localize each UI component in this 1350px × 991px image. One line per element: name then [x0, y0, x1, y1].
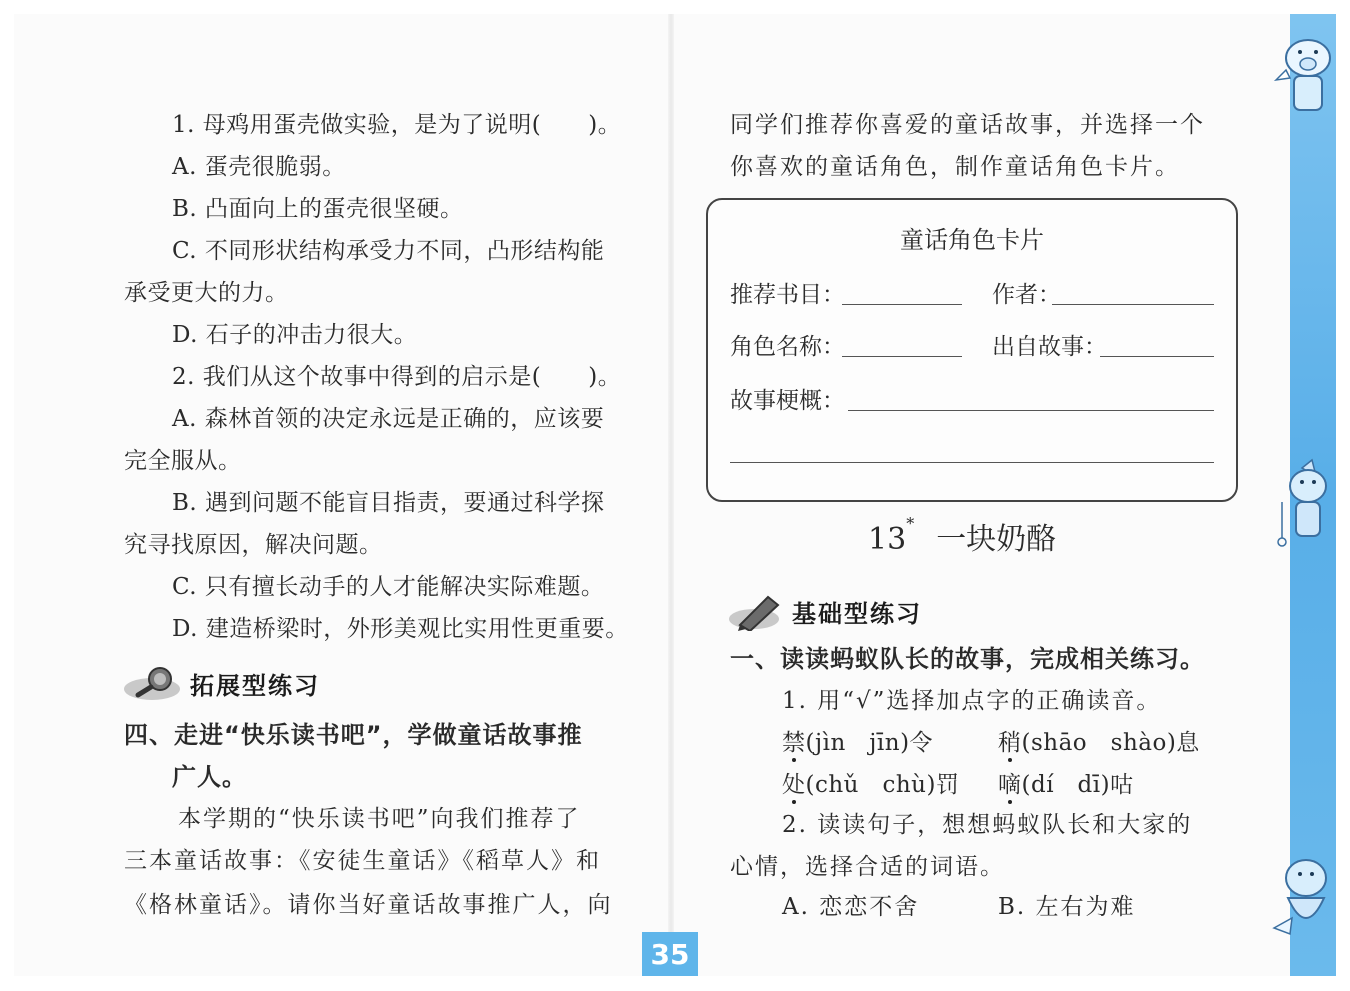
pinyin-options: (chǔ chù)罚: [805, 772, 960, 798]
page-fold: [668, 14, 674, 976]
dotted-char: 稍: [998, 730, 1022, 756]
lesson-title: [868, 514, 1056, 558]
summary-field-line-2[interactable]: [730, 462, 1214, 463]
pinyin-item-chu: [782, 770, 959, 800]
role-name-label: 角色名称：: [730, 334, 845, 360]
part-4-heading-cont: 广人。: [172, 763, 247, 791]
author-label: 作者：: [992, 282, 1061, 308]
option-a: A. 恋恋不舍: [782, 894, 920, 920]
question-2-stem-right-cont: 心情，选择合适的词语。: [730, 854, 1005, 880]
summary-label: 故事梗概：: [730, 388, 845, 414]
part-1-heading: 一、读读蚂蚁队长的故事，完成相关练习。: [730, 645, 1205, 673]
dotted-char: 嘀: [998, 772, 1022, 798]
question-2-stem-right: 2. 读读句子，想想蚂蚁队长和大家的: [782, 812, 1193, 838]
magnifier-icon: [122, 663, 184, 703]
question-2-option-a-cont: 完全服从。: [124, 448, 242, 474]
lesson-number: 13: [868, 522, 907, 557]
part-4-paragraph-3: 《格林童话》。请你当好童话故事推广人，向: [124, 892, 613, 918]
question-1-stem: 1. 母鸡用蛋壳做实验，是为了说明( )。: [172, 112, 622, 138]
question-1-option-a: A. 蛋壳很脆弱。: [172, 154, 346, 180]
card-title: 童话角色卡片: [900, 226, 1044, 254]
part-4-paragraph-2: 三本童话故事：《安徒生童话》《稻草人》和: [124, 848, 601, 874]
pinyin-item-jin: [782, 728, 933, 758]
question-2-option-b-cont: 究寻找原因，解决问题。: [124, 532, 383, 558]
option-b: B. 左右为难: [998, 894, 1136, 920]
pinyin-question: 1. 用“√”选择加点字的正确读音。: [782, 688, 1162, 714]
question-1-option-c: C. 不同形状结构承受力不同，凸形结构能: [172, 238, 605, 264]
question-2-option-c: C. 只有擅长动手的人才能解决实际难题。: [172, 574, 605, 600]
question-1-option-b: B. 凸面向上的蛋壳很坚硬。: [172, 196, 464, 222]
basic-section-title: 基础型练习: [792, 599, 922, 628]
character-card: [706, 198, 1238, 502]
question-2-stem: 2. 我们从这个故事中得到的启示是( )。: [172, 364, 622, 390]
part-4-paragraph-5: 你喜欢的童话角色，制作童话角色卡片。: [730, 154, 1180, 180]
extension-section-title: 拓展型练习: [190, 671, 320, 700]
lesson-mark: *: [906, 514, 915, 533]
question-2-option-b: B. 遇到问题不能盲目指责，要通过科学探: [172, 490, 605, 516]
pencil-icon: [728, 591, 786, 631]
pig-mascot-icon: [1262, 30, 1342, 120]
pinyin-options: (shāo shào)息: [1021, 730, 1200, 756]
part-4-heading: 四、走进“快乐读书吧”，学做童话故事推: [124, 721, 583, 749]
pinyin-options: (jìn jīn)令: [805, 730, 934, 756]
page-number: 35: [642, 932, 698, 976]
book-label: 推荐书目：: [730, 282, 845, 308]
pinyin-item-di: [998, 770, 1134, 800]
author-field[interactable]: [1052, 304, 1214, 305]
question-2-option-d: D. 建造桥梁时，外形美观比实用性更重要。: [172, 616, 629, 642]
summary-field[interactable]: [848, 410, 1214, 411]
pinyin-item-shao: [998, 728, 1200, 758]
part-4-paragraph-4: 同学们推荐你喜爱的童话故事，并选择一个: [730, 112, 1205, 138]
question-1-option-c-cont: 承受更大的力。: [124, 280, 289, 306]
dotted-char: 处: [782, 772, 806, 798]
basic-section-header: [728, 588, 922, 634]
cartoon-mascot-icon: [1262, 848, 1342, 938]
role-name-field[interactable]: [842, 356, 962, 357]
lesson-name: 一块奶酪: [936, 522, 1057, 557]
pinyin-options: (dí dī)咕: [1021, 772, 1134, 798]
extension-section-header: [122, 660, 320, 706]
wolf-mascot-icon: [1262, 458, 1342, 548]
question-2-option-a: A. 森林首领的决定永远是正确的，应该要: [172, 406, 605, 432]
question-1-option-d: D. 石子的冲击力很大。: [172, 322, 418, 348]
dotted-char: 禁: [782, 730, 806, 756]
part-4-paragraph-1: 本学期的“快乐读书吧”向我们推荐了: [178, 806, 581, 832]
book-field[interactable]: [842, 304, 962, 305]
source-story-label: 出自故事：: [992, 334, 1107, 360]
source-story-field[interactable]: [1100, 356, 1214, 357]
